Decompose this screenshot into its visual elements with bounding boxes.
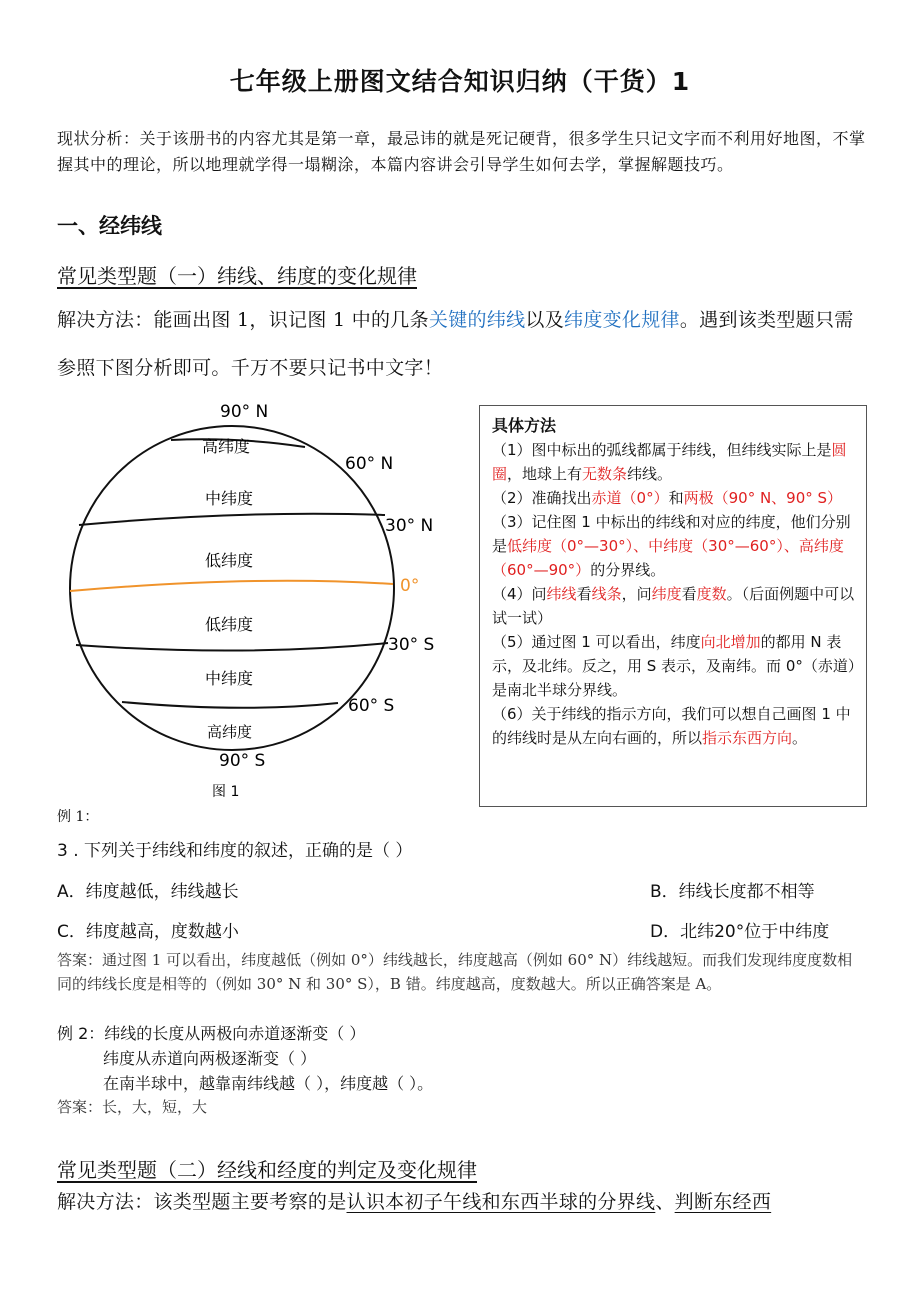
example2-answer: 答案：长，大，短，大 (57, 1098, 208, 1116)
parallel-30n (79, 514, 385, 525)
equator-line (70, 581, 393, 591)
label-60s: 60° S (348, 696, 395, 716)
zone-low-north: 低纬度 (205, 551, 254, 570)
methods-box (479, 405, 867, 807)
example1-label: 例 1： (57, 809, 99, 825)
option-d: D．北纬20°位于中纬度 (650, 922, 830, 942)
label-90s: 90° S (219, 751, 266, 771)
option-c: C．纬度越高，度数越小 (57, 922, 239, 942)
example1-question: 3 . 下列关于纬线和纬度的叙述，正确的是（ ） (57, 841, 413, 861)
option-a: A．纬度越低，纬线越长 (57, 882, 239, 902)
methods-heading: 具体方法 (492, 416, 557, 435)
example2-line3: 在南半球中，越靠南纬线越（ ），纬度越（ ）。 (103, 1074, 434, 1093)
label-90n: 90° N (220, 402, 269, 422)
method-point-1: （1）图中标出的弧线都属于纬线，但纬线实际上是圆圈，地球上有无数条纬线。 (492, 441, 847, 483)
method-point-2: （2）准确找出赤道（0°）和两极（90° N、90° S） (492, 489, 843, 507)
method-point-5: （5）通过图 1 可以看出，纬度向北增加的都用 N 表示，及北纬。反之，用 S 表示，及南纬。而 0°（赤道）是南北半球分界线。 (492, 633, 856, 699)
method-text: 。遇到该类型题只需参照下图分析即可。千万不要只记书中文字！ (57, 309, 854, 379)
label-30s: 30° S (388, 635, 435, 655)
method-text: 以及 (525, 309, 565, 331)
label-60n: 60° N (345, 454, 394, 474)
parallel-60s (122, 702, 338, 708)
section-heading-latitude-longitude: 一、经纬线 (57, 214, 162, 238)
option-b: B．纬线长度都不相等 (650, 882, 815, 902)
example1-answer: 答案：通过图 1 可以看出，纬度越低（例如 0°）纬线越长，纬度越高（例如 60° N）纬线越短。而我们发现纬度度数相同的纬线长度是相等的（例如 30° N 和 30° S），B 错。纬度越高，度数越大。所以正确答案是 A。 (57, 951, 853, 993)
parallel-30s (76, 643, 388, 651)
zone-low-south: 低纬度 (205, 615, 254, 634)
page-title: 七年级上册图文结合知识归纳（干货）1 (229, 67, 691, 96)
zone-mid-north: 中纬度 (205, 489, 254, 508)
type1-heading: 常见类型题（一）纬线、纬度的变化规律 (57, 264, 417, 288)
method-highlight-latitude-rule: 纬度变化规律 (564, 309, 680, 331)
method-point-6: （6）关于纬线的指示方向，我们可以想自己画图 1 中的纬线时是从左向右画的，所以指示东西方向。 (492, 705, 851, 747)
zone-high-south: 高纬度 (207, 723, 253, 741)
method-underline-prime-meridian: 认识本初子午线和东西半球的分界线 (346, 1191, 656, 1213)
method-text: 解决方法：该类型题主要考察的是 (57, 1191, 347, 1213)
latitude-figure (55, 395, 465, 805)
method-text: 、 (655, 1191, 675, 1213)
method-underline-east-west: 判断东经西 (674, 1191, 772, 1213)
example2-line1: 例 2：纬线的长度从两极向赤道逐渐变（ ） (57, 1024, 366, 1043)
zone-mid-south: 中纬度 (205, 669, 254, 688)
type2-heading: 常见类型题（二）经线和经度的判定及变化规律 (57, 1158, 477, 1182)
method-text: 解决方法：能画出图 1，识记图 1 中的几条 (57, 309, 429, 331)
method-point-3: （3）记住图 1 中标出的纬线和对应的纬度，他们分别是低纬度（0°—30°）、中纬度（30°—60°）、高纬度（60°—90°）的分界线。 (492, 513, 851, 579)
type1-method (57, 296, 869, 392)
label-equator: 0° (400, 576, 420, 596)
intro-paragraph: 现状分析：关于该册书的内容尤其是第一章，最忌讳的就是死记硬背，很多学生只记文字而不利用好地图，不掌握其中的理论，所以地理就学得一塌糊涂，本篇内容讲会引导学生如何去学，掌握解题技巧。 (57, 129, 866, 174)
figure-caption: 图 1 (212, 784, 240, 800)
zone-high-north: 高纬度 (202, 437, 251, 456)
type2-method (57, 1178, 869, 1226)
label-30n: 30° N (385, 516, 434, 536)
method-point-4: （4）问纬线看线条，问纬度看度数。（后面例题中可以试一试） (492, 585, 855, 627)
example2-line2: 纬度从赤道向两极逐渐变（ ） (103, 1049, 317, 1068)
method-highlight-key-lines: 关键的纬线 (428, 309, 526, 331)
